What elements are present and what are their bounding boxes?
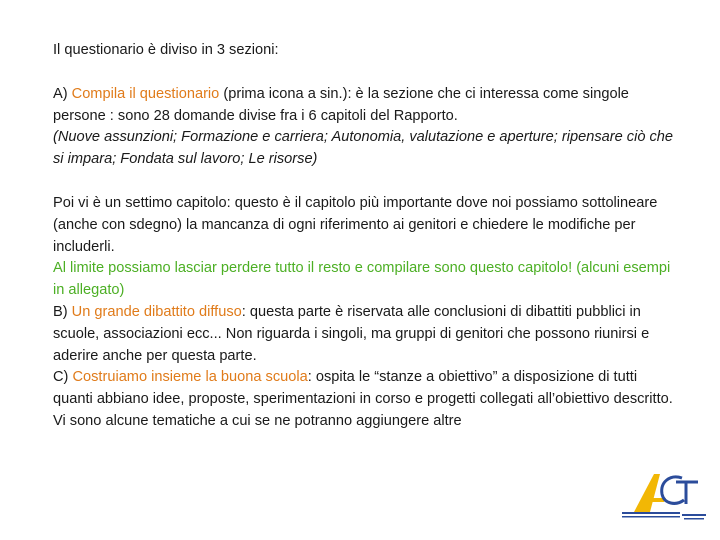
- slide-content: [53, 40, 673, 433]
- green-note: Al limite possiamo lasciar perdere tutto il resto e compilare sono questo capitolo! (alcuni esempi in allegato): [53, 260, 671, 299]
- section-c-prefix: C): [53, 369, 73, 386]
- section-a: [53, 84, 673, 171]
- section-a-highlight: Compila il questionario: [71, 85, 220, 102]
- section-b-highlight: Un grande dibattito diffuso: [71, 303, 242, 320]
- section-b-text: : questa parte è riservata alle conclusioni di dibattiti pubblici in scuole, associazioni ecc... Non riguarda i singoli, ma gruppi di genitori che possono riunirsi e aderire anche per questa parte.: [53, 303, 650, 364]
- section-a-prefix: A): [53, 85, 72, 102]
- section-c-text: : ospita le “stanze a obiettivo” a disposizione di tutti quanti abbiano idee, proposte, sperimentazioni in corso e progetti collegati all’obiettivo descritto. Vi sono alcune tematiche a cui se ne potranno aggiungere altre: [53, 369, 673, 429]
- section-b-prefix: B): [53, 303, 72, 320]
- seventh-chapter-text: Poi vi è un settimo capitolo: questo è il capitolo più importante dove noi possiamo sottolineare (anche con sdegno) la mancanza di ogni riferimento ai genitori e chiedere le modifiche per includerli.: [53, 194, 658, 255]
- section-a-text: (prima icona a sin.): è la sezione che ci interessa come singole persone : sono 28 domande divise fra i 6 capitoli del Rapporto.: [53, 85, 629, 124]
- section-c: [53, 367, 673, 432]
- section-b: [53, 302, 673, 367]
- section-a-chapters: (Nuove assunzioni; Formazione e carriera; Autonomia, valutazione e aperture; ripensare ciò che si impara; Fondata sul lavoro; Le risorse): [53, 129, 674, 168]
- logo-mark-icon: [620, 468, 710, 524]
- section-c-highlight: Costruiamo insieme la buona scuola: [72, 369, 308, 386]
- association-logo: [620, 468, 710, 524]
- intro-text: Il questionario è diviso in 3 sezioni:: [53, 42, 279, 58]
